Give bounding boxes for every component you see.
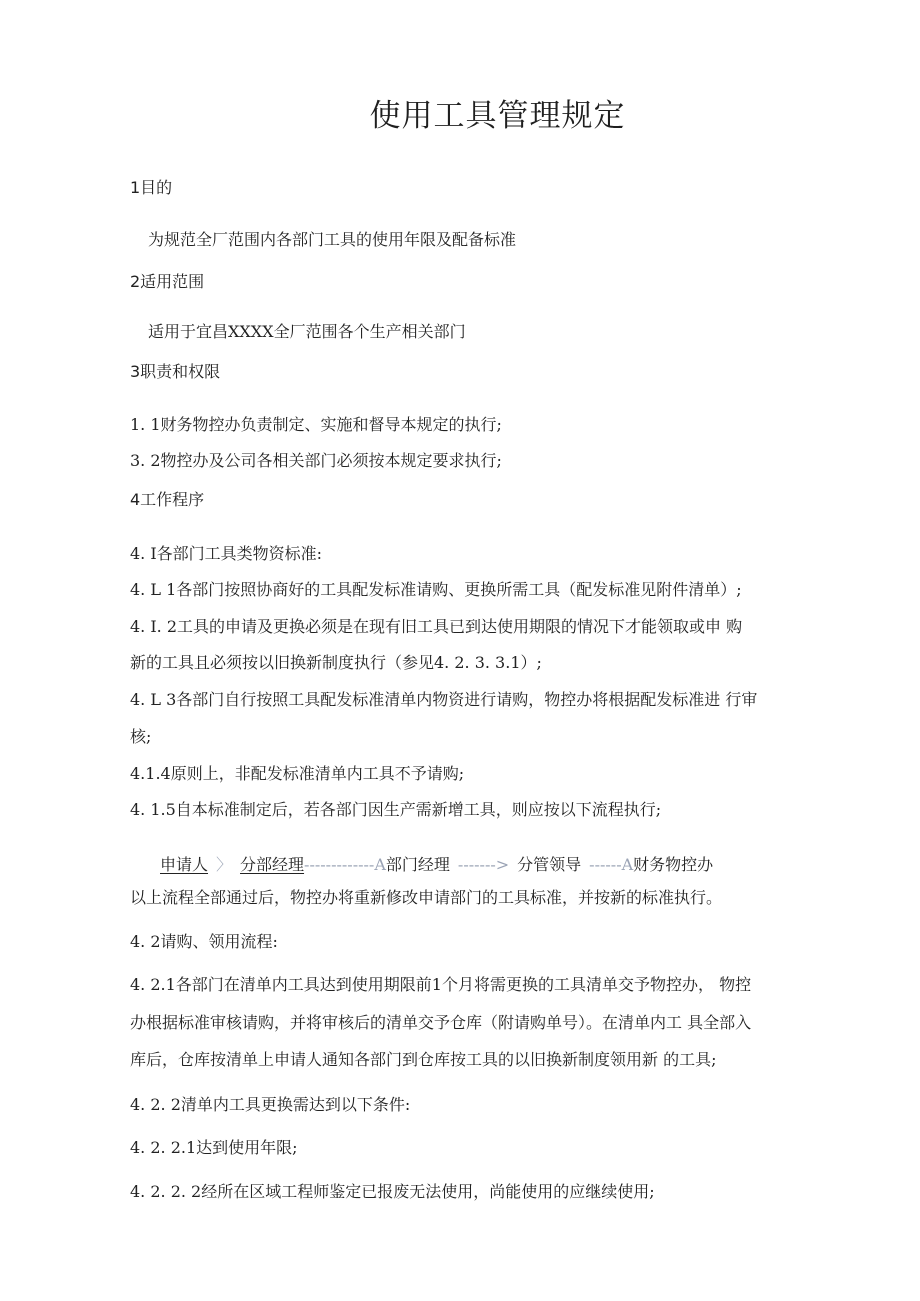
approval-flow (160, 855, 713, 875)
section-4-2: 4. 2请购、领用流程: (130, 932, 278, 951)
section-4-1-2-line-2: 新的工具且必须按以旧换新制度执行（参见4. 2. 3. 3.1）; (130, 653, 542, 672)
section-1-text: 为规范全厂范围内各部门工具的使用年限及配备标准 (148, 230, 517, 249)
section-1-heading: 1目的 (130, 178, 173, 197)
flow-step-supervising-leader: 分管领导 (517, 855, 582, 874)
section-4-2-2-2: 4. 2. 2. 2经所在区域工程师鉴定已报废无法使用，尚能使用的应继续使用; (130, 1182, 655, 1201)
section-3-heading: 3职责和权限 (130, 362, 221, 381)
section-3-item-2: 3. 2物控办及公司各相关部门必须按本规定要求执行; (130, 451, 502, 470)
section-4-1-3-line-1: 4. L 3各部门自行按照工具配发标准清单内物资进行请购，物控办将根据配发标准进 行审 (130, 690, 758, 709)
section-4-1-5: 4. 1.5自本标准制定后，若各部门因生产需新增工具，则应按以下流程执行; (130, 800, 662, 819)
flow-step-branch-manager: 分部经理 (240, 855, 305, 874)
section-4-2-2: 4. 2. 2清单内工具更换需达到以下条件: (130, 1095, 411, 1114)
section-4-1-3-line-2: 核; (130, 727, 152, 746)
flow-step-finance-office: 财务物控办 (633, 855, 714, 874)
flow-arrow-4: ------A (589, 855, 634, 874)
flow-step-applicant: 申请人 (160, 855, 209, 874)
section-4-1-4: 4.1.4原则上，非配发标准清单内工具不予请购; (130, 764, 465, 783)
section-4-1-2-line-1: 4. I. 2工具的申请及更换必须是在现有旧工具已到达使用期限的情况下才能领取或申 购 (130, 617, 743, 636)
flow-step-department-manager: 部门经理 (385, 855, 450, 874)
page-title: 使用工具管理规定 (369, 98, 626, 134)
section-2-text: 适用于宜昌XXXX全厂范围各个生产相关部门 (148, 322, 466, 341)
flow-arrow-2: -------------A (304, 855, 386, 874)
section-4-2-1-line-3: 库后，仓库按清单上申请人通知各部门到仓库按工具的以旧换新制度领用新 的工具; (130, 1050, 717, 1069)
flow-arrow-3: -------> (457, 855, 510, 874)
section-4-1: 4. I各部门工具类物资标准: (130, 544, 323, 563)
section-4-heading: 4工作程序 (130, 490, 205, 509)
section-4-2-1-line-2: 办根据标准审核请购，并将审核后的清单交予仓库（附请购单号）。在清单内工 具全部入 (130, 1013, 752, 1032)
section-4-2-2-1: 4. 2. 2.1达到使用年限; (130, 1138, 298, 1157)
section-4-2-1-line-1: 4. 2.1各部门在清单内工具达到使用期限前1个月将需更换的工具清单交予物控办， 物控 (130, 975, 752, 994)
section-4-1-1: 4. L 1各部门按照协商好的工具配发标准请购、更换所需工具（配发标准见附件清单）; (130, 580, 742, 599)
section-2-heading: 2适用范围 (130, 272, 205, 291)
flow-after-text: 以上流程全部通过后，物控办将重新修改申请部门的工具标准，并按新的标准执行。 (130, 888, 723, 907)
section-3-item-1: 1. 1财务物控办负责制定、实施和督导本规定的执行; (130, 415, 502, 434)
flow-arrow-1: 〉 (216, 855, 233, 874)
